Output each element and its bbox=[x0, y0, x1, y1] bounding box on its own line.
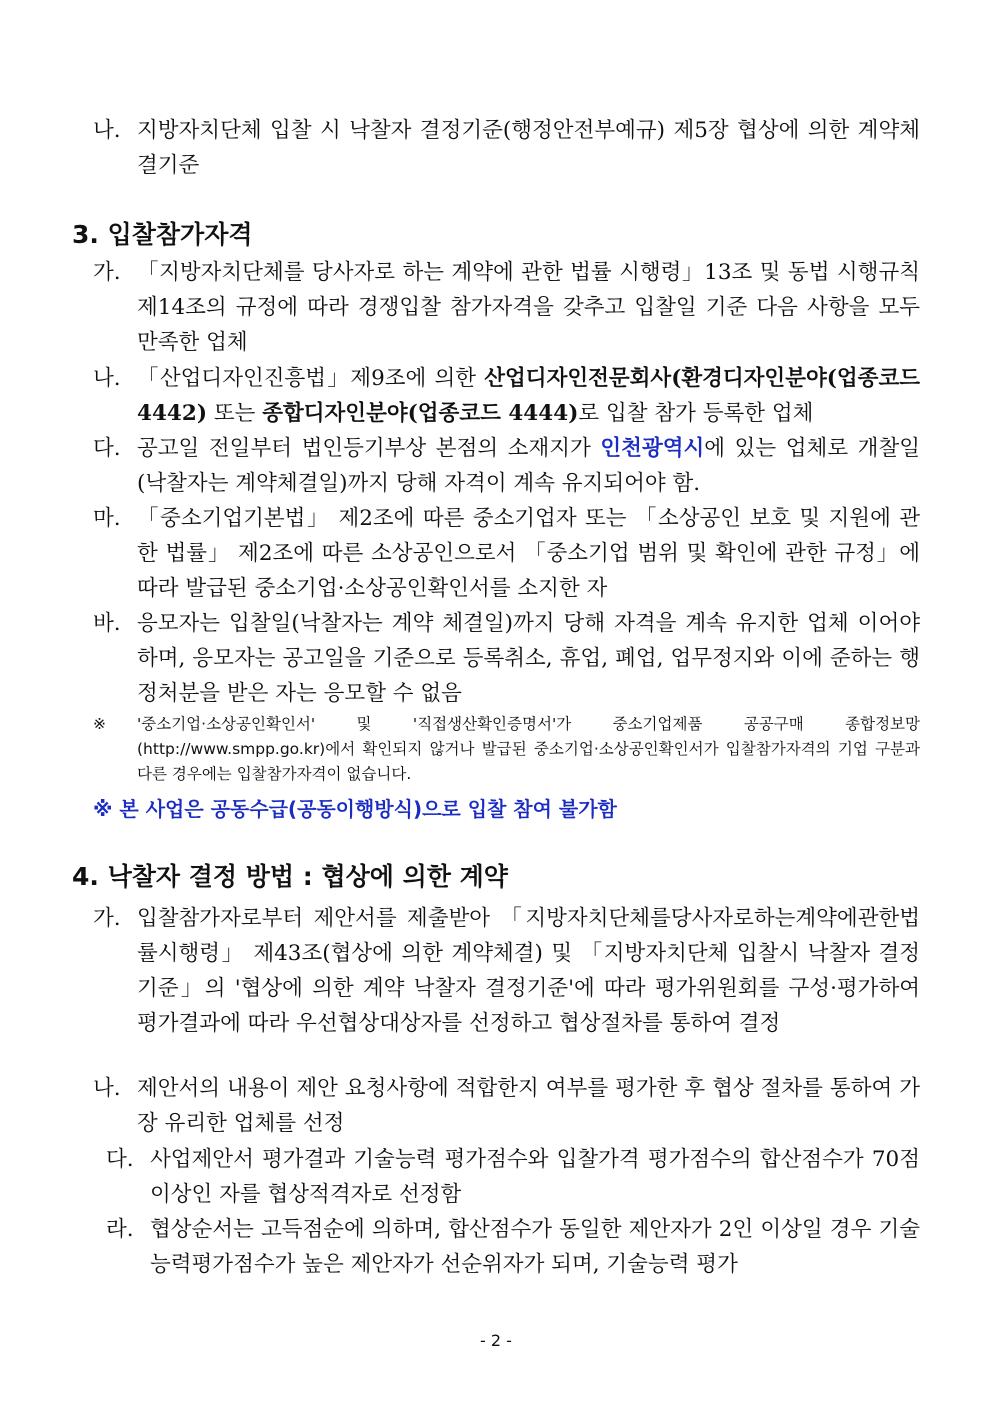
list-item bbox=[93, 606, 920, 711]
list-marker: 다. bbox=[106, 1147, 134, 1172]
text-run: 「산업디자인진흥법」제9조에 의한 bbox=[137, 366, 485, 391]
bold-text: 산업디자인전문회사(환경디자인분야(업종코드 4442) bbox=[137, 366, 920, 426]
section-heading: 4. 낙찰자 결정 방법 : 협상에 의한 계약 bbox=[72, 862, 508, 891]
list-item bbox=[106, 1212, 920, 1282]
list-text: 제안서의 내용이 제안 요청사항에 적합한지 여부를 평가한 후 협상 절차를 통하여 가장 유리한 업체를 선정 bbox=[137, 1076, 920, 1136]
list-text: 협상순서는 고득점순에 의하며, 합산점수가 동일한 제안자가 2인 이상일 경우 기술능력평가점수가 높은 제안자가 선순위자가 되며, 기술능력 평가 bbox=[150, 1217, 920, 1277]
list-text: 입찰참가자로부터 제안서를 제출받아 「지방자치단체를당사자로하는계약에관한법률시행령」 제43조(협상에 의한 계약체결) 및 「지방자치단체 입찰시 낙찰자 결정기준」의 '협상에 의한 계약 낙찰자 결정기준'에 따라 평가위원회를 구성·평가하여 평가결과에 따라 우선협상대상자를 선정하고 협상절차를 통하여 결정 bbox=[137, 906, 920, 1036]
list-text bbox=[137, 361, 920, 431]
highlight-text: 인천광역시 bbox=[600, 436, 705, 461]
list-item bbox=[93, 113, 920, 183]
list-marker: 다. bbox=[93, 436, 121, 461]
note-marker: ※ bbox=[93, 715, 106, 733]
list-item bbox=[93, 255, 920, 360]
list-text: 응모자는 입찰일(낙찰자는 계약 체결일)까지 당해 자격을 계속 유지한 업체 이어야 하며, 응모자는 공고일을 기준으로 등록취소, 휴업, 폐업, 업무정지와 이에 준하는 행정처분을 받은 자는 응모할 수 없음 bbox=[137, 611, 920, 706]
list-item bbox=[106, 1142, 920, 1212]
list-item bbox=[93, 361, 920, 431]
list-text: 사업제안서 평가결과 기술능력 평가점수와 입찰가격 평가점수의 합산점수가 70점 이상인 자를 협상적격자로 선정함 bbox=[150, 1147, 920, 1207]
list-item bbox=[93, 431, 920, 501]
text-run: 로 입찰 참가 등록한 업체 bbox=[578, 401, 814, 426]
note-text: '중소기업·소상공인확인서' 및 '직접생산확인증명서'가 중소기업제품 공공구매 종합정보망(http://www.smpp.go.kr)에서 확인되지 않거나 발급된 중소기업·소상공인확인서가 입찰참가자격의 기업 구분과 다른 경우에는 입찰참가자격이 없습니다. bbox=[137, 715, 920, 783]
list-marker: 나. bbox=[93, 118, 121, 143]
list-item bbox=[93, 501, 920, 606]
list-text: 「지방자치단체를 당사자로 하는 계약에 관한 법률 시행령」13조 및 동법 시행규칙 제14조의 규정에 따라 경쟁입찰 참가자격을 갖추고 입찰일 기준 다음 사항을 모두 만족한 업체 bbox=[137, 260, 920, 355]
list-marker: 나. bbox=[93, 366, 121, 391]
list-marker: 가. bbox=[93, 260, 121, 285]
list-marker: 바. bbox=[93, 611, 121, 636]
text-run: 공고일 전일부터 법인등기부상 본점의 소재지가 bbox=[137, 436, 601, 461]
list-text bbox=[137, 431, 920, 501]
list-marker: 가. bbox=[93, 906, 121, 931]
notice-text: ※ 본 사업은 공동수급(공동이행방식)으로 입찰 참여 불가함 bbox=[93, 797, 617, 821]
list-text: 지방자치단체 입찰 시 낙찰자 결정기준(행정안전부예규) 제5장 협상에 의한 계약체결기준 bbox=[137, 118, 920, 178]
list-text: 「중소기업기본법」 제2조에 따른 중소기업자 또는 「소상공인 보호 및 지원에 관한 법률」 제2조에 따른 소상공인으로서 「중소기업 범위 및 확인에 관한 규정」에 따라 발급된 중소기업·소상공인확인서를 소지한 자 bbox=[137, 506, 920, 601]
text-run: 에 있는 업체로 개찰일(낙찰자는 계약체결일)까지 당해 자격이 계속 유지되어야 함. bbox=[137, 436, 920, 496]
list-marker: 나. bbox=[93, 1076, 121, 1101]
list-marker: 마. bbox=[93, 506, 121, 531]
list-item bbox=[93, 901, 920, 1041]
section-heading: 3. 입찰참가자격 bbox=[72, 220, 253, 249]
text-run: 또는 bbox=[207, 401, 263, 426]
page-number: - 2 - bbox=[480, 1331, 512, 1350]
list-marker: 라. bbox=[106, 1217, 134, 1242]
bold-text: 종합디자인분야(업종코드 4444) bbox=[262, 401, 579, 426]
footnote bbox=[93, 712, 920, 787]
list-item bbox=[93, 1071, 920, 1141]
